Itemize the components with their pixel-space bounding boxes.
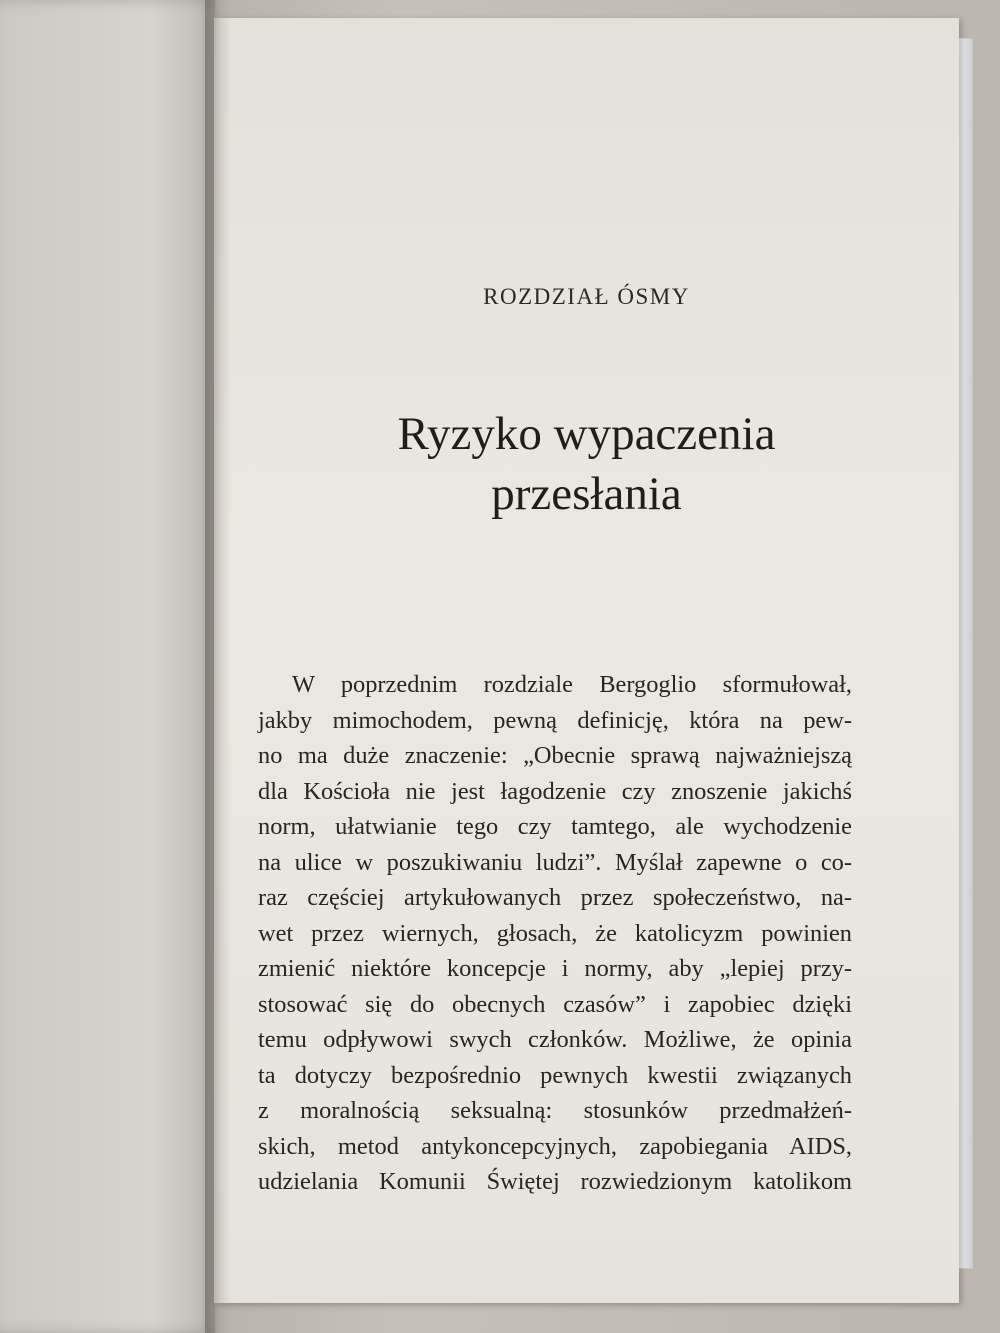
text-line: z moralnością seksualną: stosunków przedmałżeń- (258, 1097, 852, 1124)
left-page (0, 0, 215, 1333)
text-line: ta dotyczy bezpośrednio pewnych kwestii związanych (258, 1061, 852, 1089)
text-line: no ma duże znaczenie: „Obecnie sprawą najważniejszą (258, 742, 852, 769)
chapter-label: ROZDZIAŁ ÓSMY (483, 284, 690, 309)
chapter-title (214, 404, 959, 524)
text-line: zmienić niektóre koncepcje i normy, aby „lepiej przy- (258, 955, 852, 982)
text-line: na ulice w poszukiwaniu ludzi”. Myślał zapewne o co- (258, 848, 852, 876)
chapter-title-line: Ryzyko wypaczenia (397, 408, 776, 460)
text-line: temu odpływowi swych członków. Możliwe, że opinia (258, 1026, 852, 1053)
text-line: wet przez wiernych, głosach, że katolicyzm powinien (258, 919, 852, 947)
text-line: raz częściej artykułowanych przez społeczeństwo, na- (258, 884, 852, 911)
body-paragraph (258, 667, 852, 1200)
text-line: norm, ułatwianie tego czy tamtego, ale wychodzenie (258, 813, 852, 840)
text-line: W poprzednim rozdziale Bergoglio sformułował, (292, 671, 852, 698)
text-line: udzielania Komunii Świętej rozwiedzionym katolikom (258, 1168, 852, 1195)
text-line: skich, metod antykoncepcyjnych, zapobiegania AIDS, (258, 1132, 852, 1160)
book-gutter-shadow (205, 0, 231, 1333)
text-line: jakby mimochodem, pewną definicję, która na pew- (258, 706, 852, 734)
chapter-title-line: przesłania (491, 468, 682, 520)
text-line: dla Kościoła nie jest łagodzenie czy znoszenie jakichś (258, 777, 852, 805)
right-page (214, 18, 959, 1303)
text-line: stosować się do obecnych czasów” i zapobiec dzięki (258, 990, 852, 1018)
